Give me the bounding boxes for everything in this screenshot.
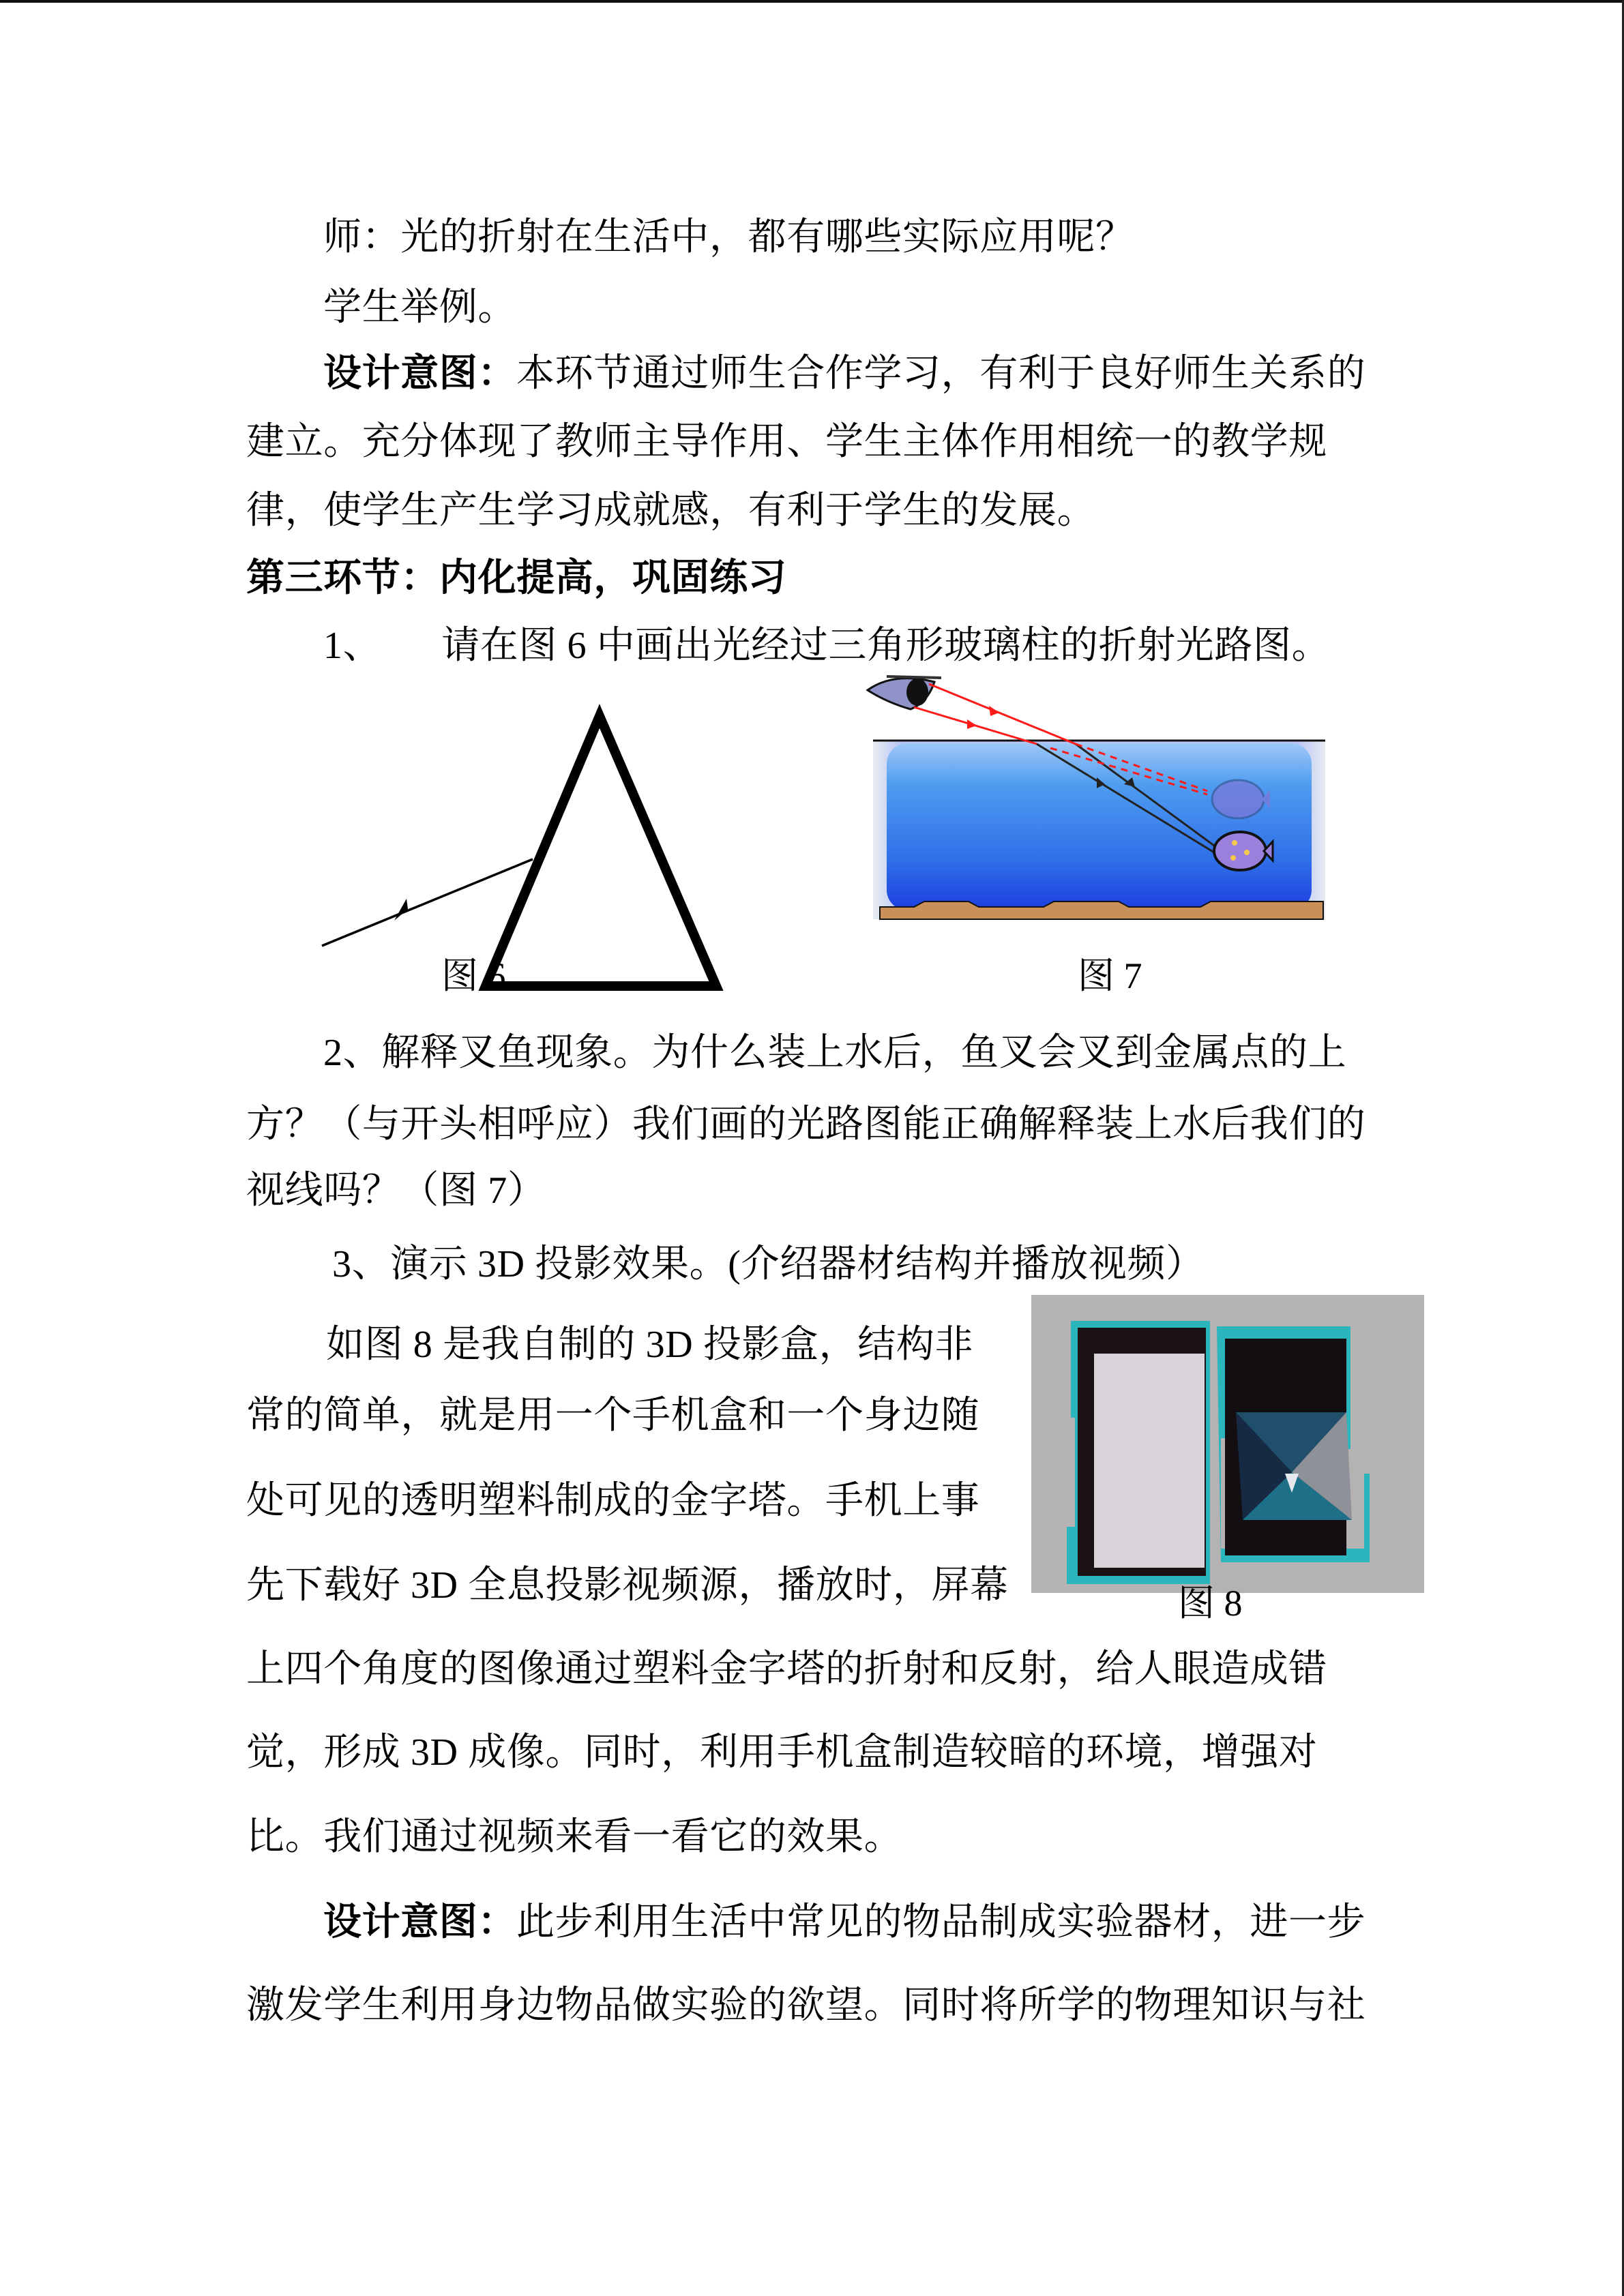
question-3: 3、演示 3D 投影效果。(介绍器材结构并播放视频） — [332, 1243, 1205, 1285]
design-intent-1-line-2: 建立。充分体现了教师主导作用、学生主体作用相统一的教学规 — [246, 421, 1327, 463]
triangle-prism-icon — [486, 716, 716, 986]
question-1-text: 请在图 6 中画出光经过三角形玻璃柱的折射光路图。 — [441, 625, 1331, 667]
design-intent-label: 设计意图： — [323, 1901, 516, 1943]
figure-8-photo — [1031, 1295, 1424, 1593]
design-intent-2-line-2: 激发学生利用身边物品做实验的欲望。同时将所学的物理知识与社 — [246, 1984, 1366, 2027]
description-line-2: 常的简单，就是用一个手机盒和一个身边随 — [246, 1395, 980, 1437]
section-heading: 第三环节：内化提高，巩固练习 — [246, 557, 787, 599]
figure-6-caption: 图 6 — [441, 955, 506, 996]
teacher-question: 师：光的折射在生活中，都有哪些实际应用呢？ — [323, 216, 1134, 258]
design-intent-2-text: 此步利用生活中常见的物品制成实验器材，进一步 — [516, 1901, 1366, 1943]
student-examples: 学生举例。 — [323, 286, 516, 329]
description-line-4: 先下载好 3D 全息投影视频源，播放时，屏幕 — [246, 1564, 1009, 1607]
question-1 — [323, 624, 1330, 668]
water-tank-icon — [873, 741, 1325, 919]
design-intent-1-text: 本环节通过师生合作学习，有利于良好师生关系的 — [516, 353, 1366, 395]
design-intent-1-line-1 — [323, 352, 1365, 396]
question-2-line-2: 方？（与开头相呼应）我们画的光路图能正确解释装上水后我们的 — [246, 1103, 1366, 1146]
eye-icon — [868, 676, 941, 709]
design-intent-1-line-3: 律，使学生产生学习成就感，有利于学生的发展。 — [246, 490, 1096, 532]
figure-8-caption: 图 8 — [1178, 1583, 1243, 1624]
description-line-1: 如图 8 是我自制的 3D 投影盒，结构非 — [326, 1324, 974, 1366]
incident-ray-icon — [322, 859, 533, 946]
figure-7-fish-refraction-diagram — [859, 668, 1337, 927]
page-border-top — [0, 0, 1624, 3]
ray-arrow-icon — [394, 899, 408, 921]
description-line-3: 处可见的透明塑料制成的金字塔。手机上事 — [246, 1480, 980, 1522]
design-intent-label: 设计意图： — [323, 353, 516, 395]
description-line-5: 上四个角度的图像通过塑料金字塔的折射和反射，给人眼造成错 — [246, 1648, 1327, 1690]
design-intent-2-line-1 — [323, 1900, 1365, 1944]
description-line-7: 比。我们通过视频来看一看它的效果。 — [246, 1816, 903, 1858]
figure-6-prism-diagram — [300, 696, 750, 1009]
figure-7-caption: 图 7 — [1078, 955, 1142, 996]
question-1-number: 1、 — [323, 625, 382, 667]
projection-box-icon — [1031, 1295, 1424, 1593]
description-line-6: 觉，形成 3D 成像。同时，利用手机盒制造较暗的环境，增强对 — [246, 1731, 1318, 1774]
question-2-line-3: 视线吗？（图 7） — [246, 1169, 546, 1212]
question-2-line-1: 2、解释叉鱼现象。为什么装上水后，鱼叉会叉到金属点的上 — [323, 1032, 1347, 1074]
